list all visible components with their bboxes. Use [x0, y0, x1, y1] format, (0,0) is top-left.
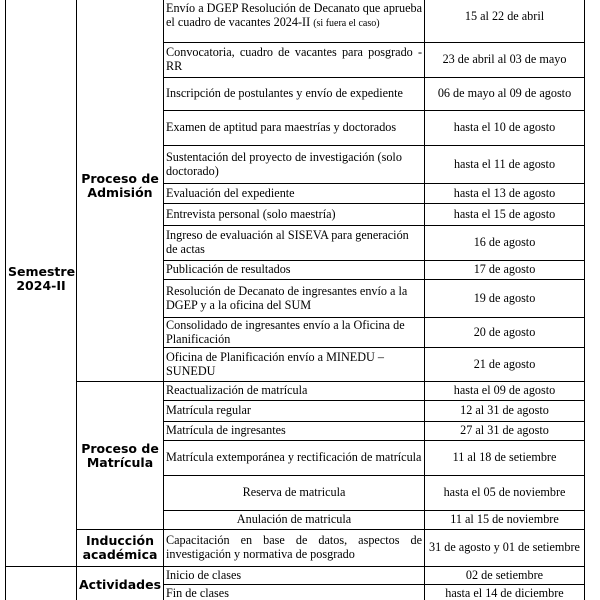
- activity-cell: Resolución de Decanato de ingresantes envío a la DGEP y a la oficina del SUM: [164, 280, 425, 318]
- activity-cell: Reactualización de matrícula: [164, 382, 425, 401]
- date-cell: 17 de agosto: [425, 261, 585, 280]
- section-enrollment: Proceso de Matrícula: [77, 382, 164, 530]
- date-cell: hasta el 14 de diciembre: [425, 585, 585, 600]
- date-cell: hasta el 10 de agosto: [425, 111, 585, 146]
- table-row: [6, 0, 585, 43]
- activity-cell: Ingreso de evaluación al SISEVA para generación de actas: [164, 226, 425, 261]
- date-cell: 16 de agosto: [425, 226, 585, 261]
- date-cell: 19 de agosto: [425, 280, 585, 318]
- activity-cell: Inicio de clases: [164, 567, 425, 585]
- date-cell: 02 de setiembre: [425, 567, 585, 585]
- activity-cell: Matrícula de ingresantes: [164, 422, 425, 441]
- date-cell: 06 de mayo al 09 de agosto: [425, 78, 585, 111]
- date-cell: hasta el 13 de agosto: [425, 184, 585, 204]
- activity-cell: Inscripción de postulantes y envío de expediente: [164, 78, 425, 111]
- activity-cell: Matrícula regular: [164, 401, 425, 422]
- table-row: [6, 530, 585, 567]
- table-row: [6, 567, 585, 585]
- date-cell: 12 al 31 de agosto: [425, 401, 585, 422]
- activity-cell: Capacitación en base de datos, aspectos de investigación y normativa de posgrado: [164, 530, 425, 567]
- activity-cell: Sustentación del proyecto de investigación (solo doctorado): [164, 146, 425, 184]
- table-row: [6, 382, 585, 401]
- date-cell: 21 de agosto: [425, 348, 585, 382]
- activity-cell: [164, 0, 425, 43]
- section-admission: Proceso de Admisión: [77, 0, 164, 382]
- activity-note: (si fuera el caso): [313, 18, 380, 29]
- date-cell: 11 al 18 de setiembre: [425, 441, 585, 476]
- activity-cell: Examen de aptitud para maestrías y doctorados: [164, 111, 425, 146]
- activity-cell: Oficina de Planificación envío a MINEDU – SUNEDU: [164, 348, 425, 382]
- semester-cell: Semestre 2024-II: [6, 0, 77, 567]
- section-activities: Actividades: [77, 567, 164, 600]
- activity-cell: Publicación de resultados: [164, 261, 425, 280]
- academic-calendar-table: [5, 0, 585, 600]
- semester-cell-continued: [6, 567, 77, 600]
- date-cell: hasta el 15 de agosto: [425, 204, 585, 226]
- date-cell: hasta el 09 de agosto: [425, 382, 585, 401]
- date-cell: 20 de agosto: [425, 318, 585, 348]
- date-cell: 27 al 31 de agosto: [425, 422, 585, 441]
- activity-cell: Reserva de matricula: [164, 476, 425, 511]
- section-induction: Inducción académica: [77, 530, 164, 567]
- activity-cell: Convocatoria, cuadro de vacantes para posgrado - RR: [164, 43, 425, 78]
- date-cell: hasta el 05 de noviembre: [425, 476, 585, 511]
- activity-cell: Matrícula extemporánea y rectificación de matrícula: [164, 441, 425, 476]
- activity-text: Envío a DGEP Resolución de Decanato que aprueba el cuadro de vacantes 2024-II: [166, 1, 422, 29]
- activity-cell: Entrevista personal (solo maestría): [164, 204, 425, 226]
- date-cell: 15 al 22 de abril: [425, 0, 585, 43]
- activity-cell: Fin de clases: [164, 585, 425, 600]
- calendar-document: [5, 0, 585, 600]
- activity-cell: Consolidado de ingresantes envío a la Oficina de Planificación: [164, 318, 425, 348]
- activity-cell: Anulación de matricula: [164, 511, 425, 530]
- date-cell: 31 de agosto y 01 de setiembre: [425, 530, 585, 567]
- date-cell: hasta el 11 de agosto: [425, 146, 585, 184]
- activity-cell: Evaluación del expediente: [164, 184, 425, 204]
- date-cell: 11 al 15 de noviembre: [425, 511, 585, 530]
- date-cell: 23 de abril al 03 de mayo: [425, 43, 585, 78]
